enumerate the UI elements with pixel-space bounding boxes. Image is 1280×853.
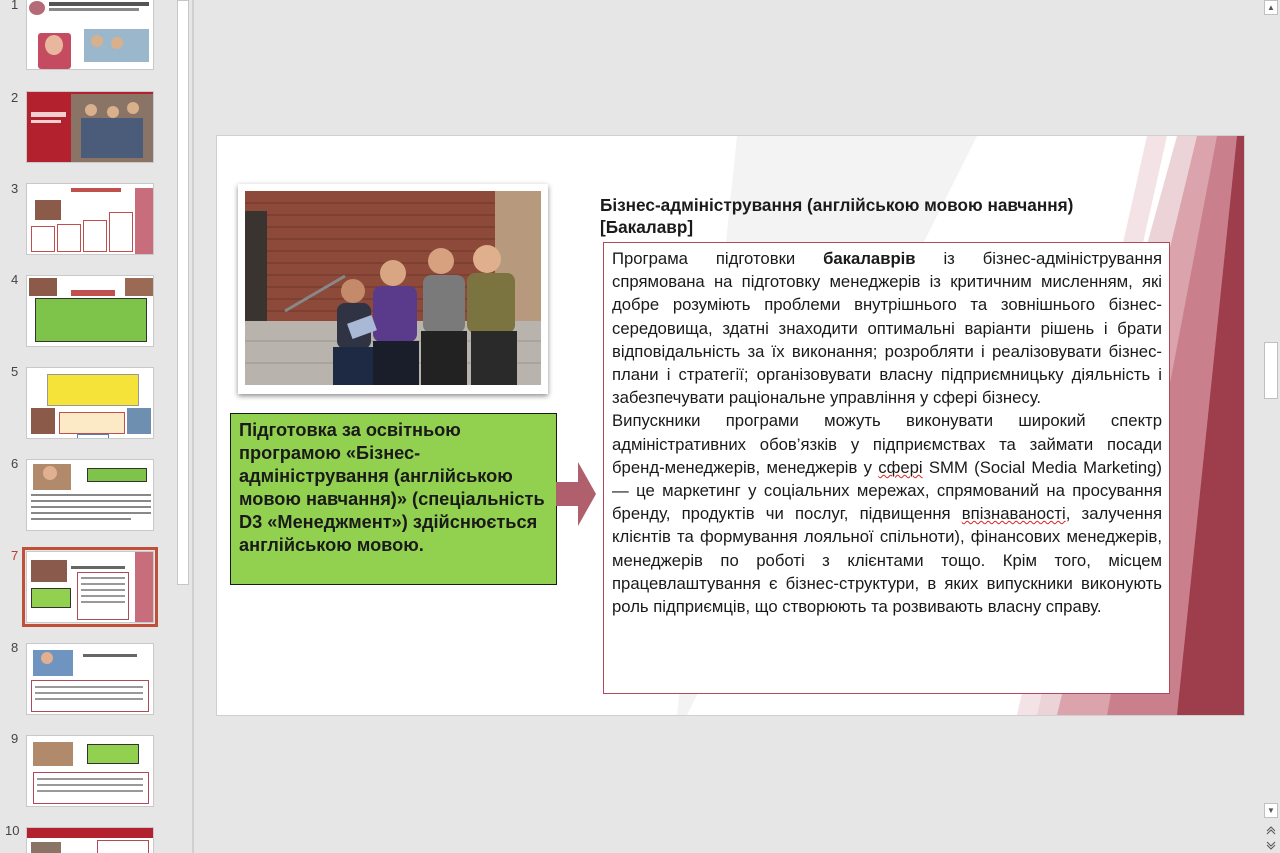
bold-text-run: бакалаврів xyxy=(823,249,916,268)
program-description-box[interactable] xyxy=(603,242,1170,694)
text-run: , залучення клієнтів та формування лояльної спільноти), фінансових менеджерів, менеджерів по роботі з клієнтами тощо. Крім того, місцем працевлаштування є бізнес-структури, в яких випускники виконують роль підприємців, що створюють та розвивають власну справу. xyxy=(612,504,1162,617)
text-run: Випускники програми можуть виконувати широкий спектр адміністративних обов’язків у підприємствах та займати посади бренд-менеджерів, менеджерів у xyxy=(612,411,1162,477)
thumb-number: 7 xyxy=(11,548,19,563)
spellcheck-flagged-word[interactable]: сфері xyxy=(878,457,923,477)
thumb-number: 1 xyxy=(11,0,19,12)
next-slide-icon[interactable] xyxy=(1264,838,1278,853)
students-photo xyxy=(245,191,541,385)
slide-thumbnail-2[interactable] xyxy=(26,91,154,163)
scroll-up-icon[interactable]: ▲ xyxy=(1264,0,1278,15)
slide-thumbnail-9[interactable] xyxy=(26,735,154,807)
thumb-number: 8 xyxy=(11,640,19,655)
slide-thumbnail-10[interactable] xyxy=(26,827,154,853)
thumbnail-scrollbar-thumb[interactable] xyxy=(177,0,189,585)
text-run: Програма підготовки xyxy=(612,249,824,268)
thumb-number: 10 xyxy=(5,823,20,838)
slide-thumbnail-3[interactable] xyxy=(26,183,154,255)
thumb-number: 2 xyxy=(11,90,19,105)
slide-thumbnail-7[interactable] xyxy=(26,551,154,623)
pane-divider[interactable] xyxy=(192,0,194,853)
thumb-number: 3 xyxy=(11,181,19,196)
thumb-number: 4 xyxy=(11,272,19,287)
thumb-number: 9 xyxy=(11,731,19,746)
slide-title[interactable]: Бізнес-адміністрування (англійською мовою навчання) [Бакалавр] xyxy=(600,195,1074,237)
slide-thumbnail-5[interactable] xyxy=(26,367,154,439)
slide-vertical-scrollbar[interactable] xyxy=(1263,0,1280,853)
photo-frame[interactable] xyxy=(238,184,548,394)
spellcheck-flagged-word[interactable]: впізнаваності xyxy=(961,504,1066,524)
previous-slide-icon[interactable] xyxy=(1264,822,1278,837)
thumb-number: 6 xyxy=(11,456,19,471)
right-arrow-icon xyxy=(556,462,596,526)
vertical-scrollbar-thumb[interactable] xyxy=(1264,342,1278,399)
slide-thumbnail-4[interactable] xyxy=(26,275,154,347)
text-run: SMM (Social Media Marketing) — це маркетинг у соціальних мережах, спрямований на просування бренду, продуктів чи послуг, підвищення xyxy=(612,457,1162,524)
slide-thumbnail-8[interactable] xyxy=(26,643,154,715)
thumbnail-scrollbar[interactable] xyxy=(176,0,190,853)
slide-canvas[interactable] xyxy=(217,136,1244,715)
slide-thumbnail-6[interactable] xyxy=(26,459,154,531)
scroll-down-icon[interactable]: ▼ xyxy=(1264,803,1278,818)
description-paragraph-1 xyxy=(612,247,1162,409)
text-run: із бізнес-адміністрування спрямована на підготовку менеджерів із критичним мисленням, які добре розуміють проблеми внутрішнього та зовнішнього бізнес-середовища, здатні знаходити оптимальні варіанти рішень і брати відповідальність за їх виконання; розробляти і реалізовувати бізнес-плани і стратегії; організовувати власну підприємницьку діяльність і забезпечувати раціональне управління у сфері бізнесу. xyxy=(612,249,1162,408)
slide-thumbnail-pane xyxy=(0,0,176,853)
program-info-box[interactable]: Підготовка за освітньою програмою «Бізнес-адміністрування (англійською мовою навчання)» (спеціальність D3 «Менеджмент») здійснюється англійською мовою. xyxy=(230,413,557,585)
thumb-number: 5 xyxy=(11,364,19,379)
description-paragraph-2 xyxy=(612,409,1162,618)
slide-thumbnail-1[interactable] xyxy=(26,0,154,70)
